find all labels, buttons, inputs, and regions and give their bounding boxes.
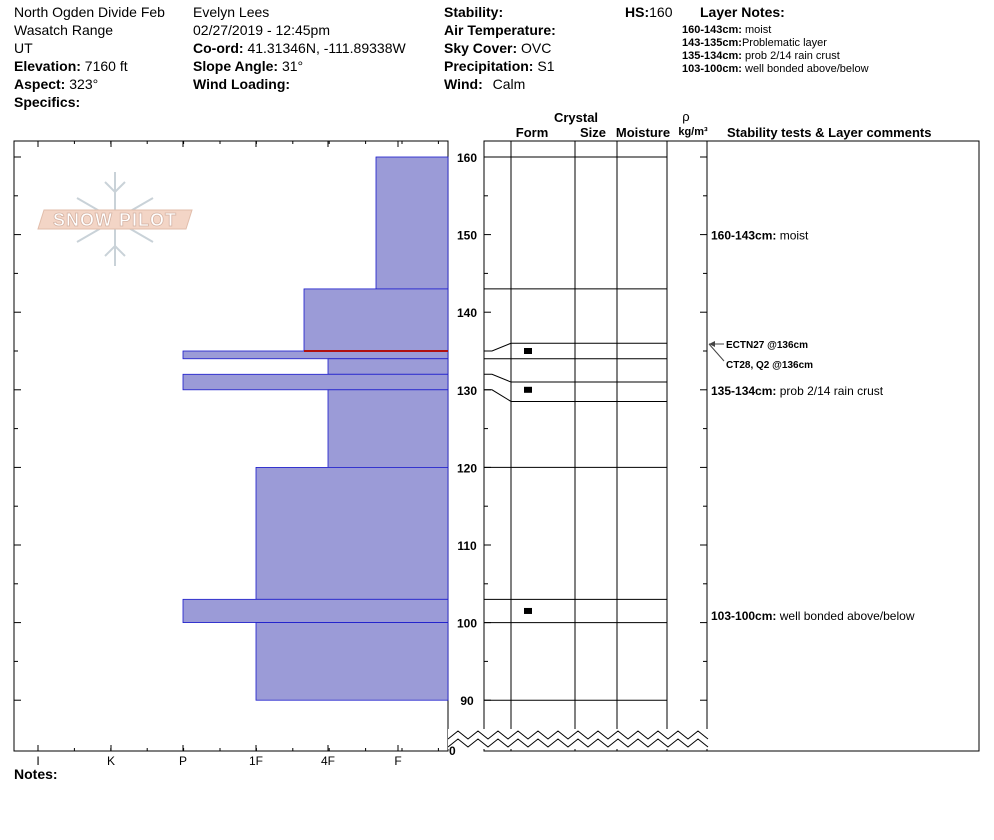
depth-connector (484, 374, 511, 382)
depth-connector (484, 343, 511, 351)
obs-datetime: 02/27/2019 - 12:45pm (193, 22, 330, 38)
logo-text: SNOW PILOT (53, 210, 177, 230)
size-header: Size (579, 125, 607, 140)
wind-label: Wind: (444, 76, 483, 92)
layer-note-item: 160-143cm: moist (682, 24, 772, 36)
wind-loading-label: Wind Loading: (193, 76, 291, 92)
height-tick-label: 110 (457, 539, 477, 553)
depth-connector (484, 390, 511, 402)
precip-value: S1 (537, 58, 555, 74)
height-tick-label: 120 (456, 461, 478, 476)
stability-label: Stability: (444, 4, 504, 20)
range-name: Wasatch Range (14, 22, 114, 38)
stability-tests (709, 340, 813, 371)
observer-name: Evelyn Lees (193, 4, 270, 20)
height-tick-label: 160 (456, 151, 478, 165)
hardness-layers (183, 157, 448, 700)
comments-header: Stability tests & Layer comments (727, 125, 932, 140)
hardness-layer-bar (304, 289, 448, 351)
location-name: North Ogden Divide Feb (14, 4, 165, 20)
slope-value: 31° (281, 58, 304, 74)
hardness-layer-bar (256, 467, 448, 599)
elevation-value: 7160 ft (84, 58, 128, 74)
crystal-form-mark (524, 387, 532, 393)
precip-label: Precipitation: (444, 58, 534, 74)
layer-comments (711, 229, 915, 623)
coord-label: Co-ord: (193, 40, 244, 56)
notes-label: Notes: (14, 766, 58, 782)
hardness-tick-label: K (106, 754, 116, 768)
hardness-layer-bar (256, 623, 448, 701)
crystal-header (516, 109, 932, 140)
crystal-form-mark (524, 348, 532, 354)
snowpilot-logo (38, 172, 192, 266)
sky-label: Sky Cover: (444, 40, 518, 56)
elevation-label: Elevation: (14, 58, 81, 74)
stability-test-label: ECTN27 @136cm (726, 340, 809, 351)
hardness-tick-label: P (178, 754, 188, 768)
state-name: UT (14, 40, 33, 56)
layer-note-item: 135-134cm: prob 2/14 rain crust (682, 50, 840, 62)
layer-comment: 103-100cm: well bonded above/below (711, 608, 915, 623)
layer-comment: 135-134cm: prob 2/14 rain crust (711, 383, 884, 398)
stability-test-label: CT28, Q2 @136cm (726, 360, 814, 371)
crystal-form-marks (524, 348, 532, 614)
height-axis (457, 151, 707, 708)
hardness-tick-label: I (36, 754, 40, 768)
crystal-column-dividers (511, 141, 707, 751)
specifics-label: Specifics: (14, 94, 81, 110)
form-header: Form (515, 125, 549, 140)
coord-value: 41.31346N, -111.89338W (247, 40, 406, 56)
layer-notes-title: Layer Notes: (700, 4, 785, 20)
crystal-form-mark (524, 608, 532, 614)
hardness-layer-bar (328, 390, 448, 468)
hardness-layer-bar (183, 351, 448, 359)
aspect-value: 323° (69, 76, 99, 92)
hardness-tick-label: 1F (248, 754, 264, 768)
hardness-tick-label: F (394, 754, 402, 768)
crystal-header-label: Crystal (553, 110, 599, 125)
hardness-tick-label: 4F (320, 754, 336, 768)
layer-note-item: 103-100cm: well bonded above/below (682, 63, 869, 75)
height-tick-label: 130 (456, 383, 478, 398)
y-zero-label: 0 (449, 744, 456, 758)
rho-header: ρ (682, 109, 690, 124)
height-tick-label: 150 (456, 228, 478, 243)
hardness-layer-bar (328, 359, 448, 375)
sky-value: OVC (521, 40, 552, 56)
height-tick-label: 100 (456, 616, 478, 631)
height-tick-label: 90 (460, 694, 474, 709)
hardness-layer-bar (376, 157, 448, 289)
layer-note-item: 143-135cm:Problematic layer (682, 37, 827, 49)
hardness-layer-bar (183, 599, 448, 622)
moisture-header: Moisture (615, 125, 671, 140)
layer-comment: 160-143cm: moist (711, 228, 809, 243)
air-temp-label: Air Temperature: (444, 22, 556, 38)
aspect-label: Aspect: (14, 76, 66, 92)
arrow-icon (709, 341, 715, 347)
height-tick-label: 140 (456, 306, 478, 321)
wind-value: Calm (492, 76, 526, 92)
slope-label: Slope Angle: (193, 58, 279, 74)
hs-value: 160 (649, 4, 673, 20)
axis-break (448, 729, 708, 749)
hs-label: HS: (625, 4, 650, 20)
hardness-layer-bar (183, 374, 448, 390)
density-unit-header: kg/m³ (678, 126, 708, 138)
